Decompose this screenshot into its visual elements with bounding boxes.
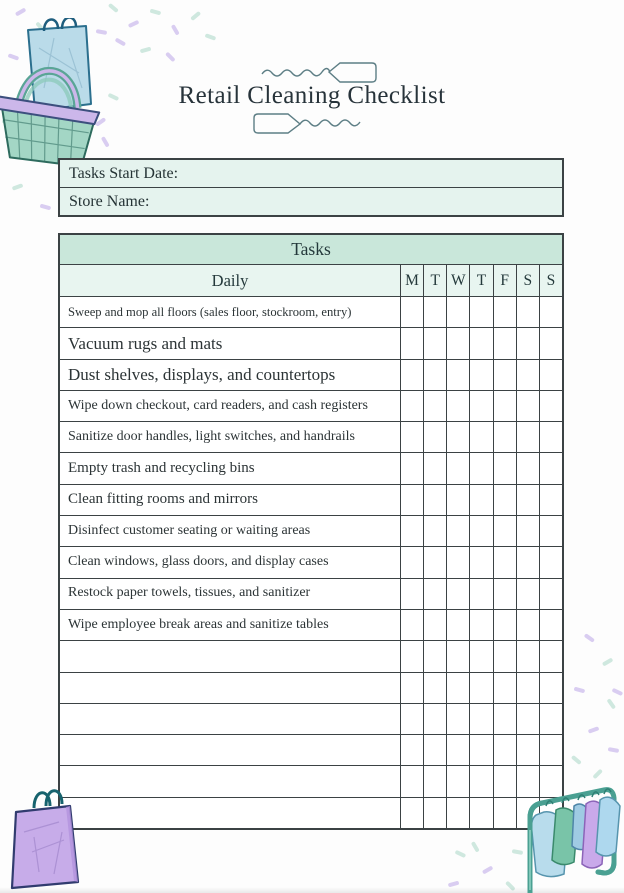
- sprinkle-icon: [574, 687, 586, 693]
- day-checkbox-cell[interactable]: [446, 297, 469, 327]
- day-checkbox-cell[interactable]: [446, 453, 469, 483]
- table-subheader: [60, 265, 562, 297]
- task-cell[interactable]: [60, 673, 400, 703]
- task-cell: Clean windows, glass doors, and display cases: [68, 554, 329, 570]
- day-checkbox-cell[interactable]: [446, 798, 469, 828]
- day-checkbox-cell[interactable]: [400, 516, 423, 546]
- day-checkbox-cell[interactable]: [539, 579, 562, 609]
- day-checkbox-cell[interactable]: [493, 516, 516, 546]
- task-cell: Vacuum rugs and mats: [68, 333, 223, 353]
- day-checkbox-cell[interactable]: [400, 579, 423, 609]
- table-title: Tasks: [60, 235, 562, 265]
- start-date-value[interactable]: [178, 160, 562, 187]
- day-checkbox-cell[interactable]: [446, 579, 469, 609]
- day-checkbox-cell[interactable]: [423, 453, 446, 483]
- day-checkbox-cell[interactable]: [446, 547, 469, 577]
- day-checkbox-cell[interactable]: [423, 485, 446, 515]
- task-cell[interactable]: [60, 735, 400, 765]
- day-checkbox-cell[interactable]: [400, 735, 423, 765]
- sprinkle-icon: [588, 726, 600, 733]
- day-checkbox-cell[interactable]: [400, 328, 423, 358]
- day-checkbox-cell[interactable]: [539, 360, 562, 390]
- day-checkbox-cell[interactable]: [516, 485, 539, 515]
- sprinkle-icon: [140, 47, 152, 53]
- start-date-field[interactable]: [60, 160, 562, 187]
- store-name-value[interactable]: [149, 188, 562, 215]
- day-column-header: F: [493, 265, 516, 296]
- sprinkle-icon: [482, 865, 493, 874]
- day-checkbox-cell[interactable]: [423, 610, 446, 640]
- table-body: [60, 297, 562, 828]
- start-date-label: Tasks Start Date:: [69, 164, 179, 182]
- day-checkbox-cell[interactable]: [469, 516, 492, 546]
- day-checkbox-cell[interactable]: [516, 610, 539, 640]
- day-checkbox-cell[interactable]: [400, 704, 423, 734]
- day-checkbox-cell[interactable]: [516, 453, 539, 483]
- day-checkbox-cell[interactable]: [539, 328, 562, 358]
- day-checkbox-cell[interactable]: [423, 391, 446, 421]
- info-box: [58, 158, 564, 217]
- day-checkbox-cell[interactable]: [423, 735, 446, 765]
- task-cell[interactable]: [60, 641, 400, 671]
- day-checkbox-cell[interactable]: [469, 610, 492, 640]
- sprinkle-icon: [108, 3, 119, 13]
- task-row: [60, 484, 562, 515]
- task-row: [60, 297, 562, 327]
- task-cell: Wipe employee break areas and sanitize tables: [68, 616, 329, 632]
- task-row: [60, 327, 562, 358]
- day-checkbox-cell[interactable]: [469, 297, 492, 327]
- day-checkbox-cell[interactable]: [469, 704, 492, 734]
- task-cell: Sweep and mop all floors (sales floor, stockroom, entry): [68, 304, 352, 319]
- day-checkbox-cell[interactable]: [469, 673, 492, 703]
- day-checkbox-cell[interactable]: [446, 391, 469, 421]
- day-checkbox-cell[interactable]: [423, 579, 446, 609]
- day-checkbox-cell[interactable]: [539, 297, 562, 327]
- sprinkle-icon: [471, 841, 480, 852]
- sprinkle-icon: [612, 688, 623, 696]
- day-checkbox-cell[interactable]: [493, 673, 516, 703]
- day-checkbox-cell[interactable]: [493, 391, 516, 421]
- task-row: [60, 515, 562, 546]
- day-checkbox-cell[interactable]: [493, 485, 516, 515]
- day-checkbox-cell[interactable]: [400, 297, 423, 327]
- day-checkbox-cell[interactable]: [539, 516, 562, 546]
- sprinkle-icon: [115, 37, 126, 46]
- day-checkbox-cell[interactable]: [516, 641, 539, 671]
- day-checkbox-cell[interactable]: [446, 610, 469, 640]
- day-checkbox-cell[interactable]: [516, 328, 539, 358]
- task-row: [60, 672, 562, 703]
- day-checkbox-cell[interactable]: [469, 579, 492, 609]
- task-cell[interactable]: [60, 798, 400, 828]
- task-row: [60, 640, 562, 671]
- day-checkbox-cell[interactable]: [400, 422, 423, 452]
- day-checkbox-cell[interactable]: [493, 422, 516, 452]
- day-column-header: S: [516, 265, 539, 296]
- day-checkbox-cell[interactable]: [446, 422, 469, 452]
- day-checkbox-cell[interactable]: [423, 673, 446, 703]
- day-column-header: W: [446, 265, 469, 296]
- store-name-label: Store Name:: [69, 192, 150, 210]
- day-checkbox-cell[interactable]: [516, 516, 539, 546]
- day-checkbox-cell[interactable]: [493, 641, 516, 671]
- day-checkbox-cell[interactable]: [539, 547, 562, 577]
- sprinkle-icon: [128, 20, 139, 28]
- day-checkbox-cell[interactable]: [446, 673, 469, 703]
- sprinkle-icon: [40, 204, 52, 210]
- sprinkle-icon: [607, 698, 616, 709]
- day-checkbox-cell[interactable]: [469, 422, 492, 452]
- sprinkle-icon: [190, 11, 201, 21]
- day-checkbox-cell[interactable]: [469, 766, 492, 796]
- day-checkbox-cell[interactable]: [423, 328, 446, 358]
- day-checkbox-cell[interactable]: [493, 297, 516, 327]
- task-row: [60, 797, 562, 828]
- task-row: [60, 609, 562, 640]
- sprinkle-icon: [205, 33, 217, 40]
- day-checkbox-cell[interactable]: [400, 391, 423, 421]
- day-checkbox-cell[interactable]: [493, 579, 516, 609]
- day-checkbox-cell[interactable]: [446, 641, 469, 671]
- task-cell[interactable]: [60, 704, 400, 734]
- task-row: [60, 359, 562, 390]
- task-cell: Empty trash and recycling bins: [68, 459, 255, 476]
- day-checkbox-cell[interactable]: [469, 641, 492, 671]
- task-row: [60, 390, 562, 421]
- day-checkbox-cell[interactable]: [516, 579, 539, 609]
- day-checkbox-cell[interactable]: [469, 391, 492, 421]
- day-checkbox-cell[interactable]: [400, 453, 423, 483]
- task-cell: Clean fitting rooms and mirrors: [68, 491, 258, 508]
- day-checkbox-cell[interactable]: [446, 360, 469, 390]
- day-checkbox-cell[interactable]: [539, 422, 562, 452]
- day-checkbox-cell[interactable]: [516, 547, 539, 577]
- sprinkle-icon: [171, 24, 180, 35]
- sprinkle-icon: [12, 183, 24, 190]
- task-row: [60, 578, 562, 609]
- day-column-header: T: [423, 265, 446, 296]
- task-row: [60, 452, 562, 483]
- day-checkbox-cell[interactable]: [423, 798, 446, 828]
- day-checkbox-cell[interactable]: [446, 516, 469, 546]
- day-checkbox-cell[interactable]: [400, 485, 423, 515]
- day-checkbox-cell[interactable]: [423, 360, 446, 390]
- day-checkbox-cell[interactable]: [539, 391, 562, 421]
- day-checkbox-cell[interactable]: [469, 485, 492, 515]
- day-checkbox-cell[interactable]: [493, 798, 516, 828]
- day-checkbox-cell[interactable]: [423, 547, 446, 577]
- day-checkbox-cell[interactable]: [516, 673, 539, 703]
- sprinkle-icon: [150, 9, 162, 15]
- task-cell: Dust shelves, displays, and countertops: [68, 364, 336, 384]
- day-checkbox-cell[interactable]: [400, 641, 423, 671]
- day-checkbox-cell[interactable]: [539, 453, 562, 483]
- day-checkbox-cell[interactable]: [446, 328, 469, 358]
- day-checkbox-cell[interactable]: [400, 547, 423, 577]
- sprinkle-icon: [165, 52, 175, 62]
- sprinkle-icon: [448, 881, 460, 887]
- day-checkbox-cell[interactable]: [423, 641, 446, 671]
- gift-bag-illustration: [4, 782, 88, 893]
- daily-column-header: Daily: [211, 270, 249, 290]
- day-column-header: T: [469, 265, 492, 296]
- day-checkbox-cell[interactable]: [493, 766, 516, 796]
- day-column-header: S: [539, 265, 562, 296]
- task-row: [60, 734, 562, 765]
- task-cell: Sanitize door handles, light switches, and handrails: [68, 428, 355, 444]
- day-checkbox-cell[interactable]: [446, 766, 469, 796]
- page-title: Retail Cleaning Checklist: [178, 82, 446, 109]
- sprinkle-icon: [455, 850, 466, 858]
- day-checkbox-cell[interactable]: [423, 422, 446, 452]
- day-checkbox-cell[interactable]: [469, 360, 492, 390]
- tasks-table: [58, 233, 564, 830]
- day-checkbox-cell[interactable]: [493, 453, 516, 483]
- day-checkbox-cell[interactable]: [539, 704, 562, 734]
- sprinkle-icon: [584, 633, 595, 642]
- day-checkbox-cell[interactable]: [539, 610, 562, 640]
- task-cell[interactable]: [60, 766, 400, 796]
- task-cell: Disinfect customer seating or waiting areas: [68, 522, 311, 538]
- day-checkbox-cell[interactable]: [446, 735, 469, 765]
- day-checkbox-cell[interactable]: [469, 453, 492, 483]
- day-checkbox-cell[interactable]: [516, 704, 539, 734]
- day-checkbox-cell[interactable]: [516, 391, 539, 421]
- day-checkbox-cell[interactable]: [446, 485, 469, 515]
- sprinkle-icon: [608, 747, 619, 752]
- day-checkbox-cell[interactable]: [400, 360, 423, 390]
- task-row: [60, 703, 562, 734]
- sprinkle-icon: [602, 657, 613, 666]
- task-cell: Restock paper towels, tissues, and sanitizer: [68, 585, 311, 601]
- day-checkbox-cell[interactable]: [493, 360, 516, 390]
- day-checkbox-cell[interactable]: [400, 766, 423, 796]
- day-checkbox-cell[interactable]: [539, 485, 562, 515]
- day-column-header: M: [400, 265, 423, 296]
- day-checkbox-cell[interactable]: [446, 704, 469, 734]
- day-checkbox-cell[interactable]: [400, 798, 423, 828]
- day-checkbox-cell[interactable]: [423, 297, 446, 327]
- day-checkbox-cell[interactable]: [423, 766, 446, 796]
- day-checkbox-cell[interactable]: [469, 798, 492, 828]
- day-checkbox-cell[interactable]: [423, 516, 446, 546]
- sprinkle-icon: [505, 881, 515, 891]
- store-name-field[interactable]: [60, 187, 562, 215]
- day-checkbox-cell[interactable]: [469, 547, 492, 577]
- sprinkle-icon: [15, 7, 26, 16]
- day-checkbox-cell[interactable]: [423, 704, 446, 734]
- day-checkbox-cell[interactable]: [493, 735, 516, 765]
- task-row: [60, 421, 562, 452]
- day-checkbox-cell[interactable]: [539, 673, 562, 703]
- task-row: [60, 765, 562, 796]
- day-checkbox-cell[interactable]: [516, 297, 539, 327]
- day-checkbox-cell[interactable]: [493, 704, 516, 734]
- task-cell: Wipe down checkout, card readers, and cash registers: [68, 397, 368, 413]
- day-checkbox-cell[interactable]: [493, 547, 516, 577]
- day-checkbox-cell[interactable]: [493, 610, 516, 640]
- day-checkbox-cell[interactable]: [469, 735, 492, 765]
- day-checkbox-cell[interactable]: [469, 328, 492, 358]
- day-checkbox-cell[interactable]: [516, 360, 539, 390]
- task-row: [60, 546, 562, 577]
- price-tag-squiggle-bottom-icon: [250, 110, 372, 138]
- day-checkbox-cell[interactable]: [516, 422, 539, 452]
- day-checkbox-cell[interactable]: [400, 673, 423, 703]
- day-checkbox-cell[interactable]: [493, 328, 516, 358]
- clothes-rack-illustration: [516, 760, 624, 893]
- day-checkbox-cell[interactable]: [400, 610, 423, 640]
- day-checkbox-cell[interactable]: [539, 641, 562, 671]
